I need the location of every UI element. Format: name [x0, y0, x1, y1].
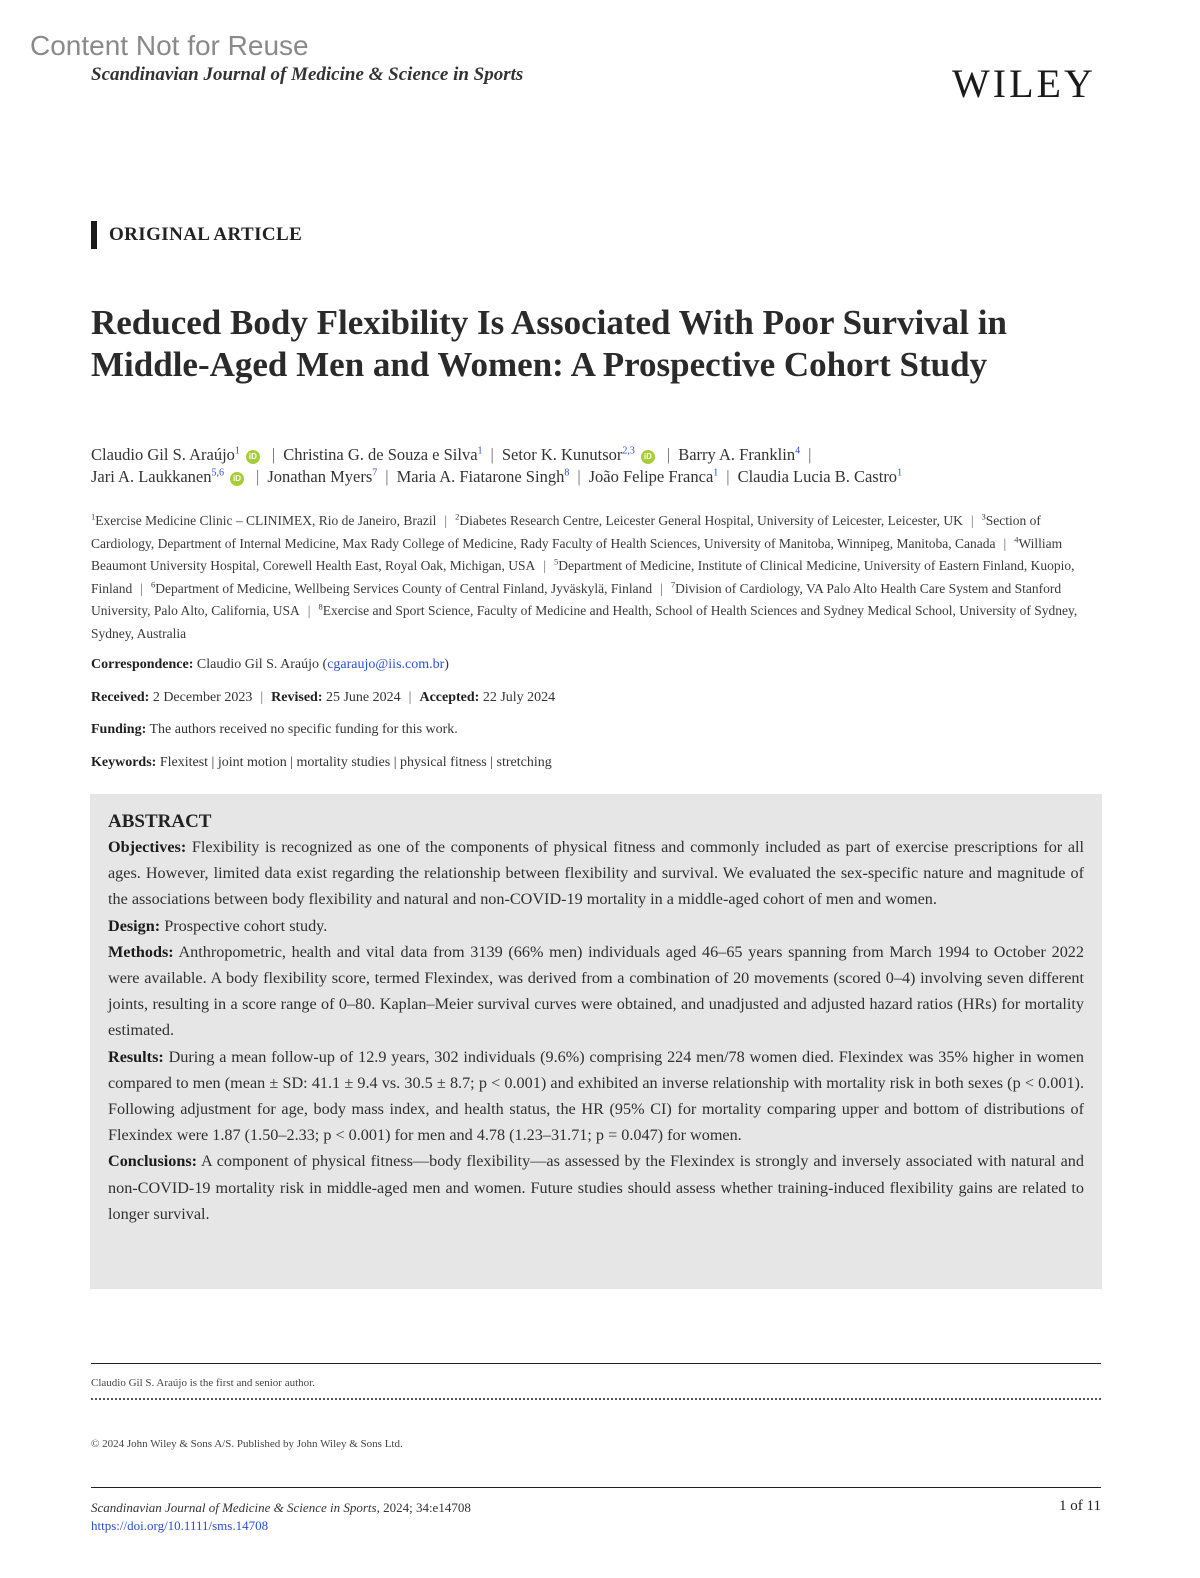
correspondence: Correspondence: Claudio Gil S. Araújo (cgaraujo@iis.com.br) [91, 657, 449, 672]
separator: | [256, 467, 260, 486]
funding: Funding: The authors received no specific funding for this work. [91, 722, 458, 737]
article-title: Reduced Body Flexibility Is Associated With Poor Survival in Middle-Aged Men and Women: A Prospective Cohort Study [91, 303, 1007, 384]
footer-citation: Scandinavian Journal of Medicine & Science in Sports, 2024; 34:e14708 [91, 1500, 471, 1515]
separator: | [543, 558, 547, 573]
author[interactable]: Setor K. Kunutsor$^{2,3}$ [501, 445, 635, 464]
separator: | [970, 513, 974, 528]
author[interactable]: João Felipe Franca$^1$ [588, 467, 719, 486]
affiliation: $^3$Section of Cardiology, Department of Internal Medicine, Max Rady College of Medicine, Rady Faculty of Health Sciences, University of Manitoba, Winnipeg, Manitoba, Canada [91, 511, 1041, 551]
separator: | [666, 445, 671, 464]
affiliation: $^7$Division of Cardiology, VA Palo Alto Health Care System and Stanford University, Palo Alto, California, USA [91, 579, 1062, 618]
separator: | [726, 467, 730, 486]
separator: | [490, 445, 494, 464]
separator: | [307, 603, 311, 618]
footer-divider [91, 1487, 1101, 1488]
separator: | [140, 580, 143, 596]
separator: | [271, 445, 276, 464]
author[interactable]: Jari A. Laukkanen$^{5,6}$ [91, 467, 225, 486]
abstract-heading: ABSTRACT [108, 811, 212, 832]
separator: | [660, 580, 663, 596]
footnote-divider [91, 1363, 1101, 1364]
dotted-divider [91, 1398, 1101, 1400]
article-dates: Received: 2 December 2023 | Revised: 25 June 2024 | Accepted: 22 July 2024 [91, 690, 556, 705]
affiliation: $^6$Department of Medicine, Wellbeing Services County of Central Finland, Jyväskylä, Finland [150, 579, 653, 596]
affiliation: $^4$William Beaumont University Hospital, Corewell Health East, Royal Oak, Michigan, USA [91, 534, 1063, 573]
separator: | [577, 467, 581, 486]
page-number: 1 of 11 [1059, 1498, 1101, 1514]
author-footnote: Claudio Gil S. Araújo is the first and senior author. [91, 1377, 315, 1389]
affiliation: $^5$Department of Medicine, Institute of Clinical Medicine, University of Eastern Finland, Kuopio, Finland [91, 556, 1075, 596]
separator: | [444, 513, 448, 528]
watermark: Content Not for Reuse [30, 30, 309, 61]
article-type [91, 221, 302, 249]
abstract-objectives: Objectives: Flexibility is recognized as one of the components of physical fitness and commonly included as part of exercise prescriptions for all ages. However, limited data exist regarding the relationship between flexibility and survival. We evaluated the sex-specific nature and magnitude of the associations between body flexibility and natural and non-COVID-19 mortality in a middle-aged cohort of men and women. [108, 838, 1085, 909]
separator: | [1003, 535, 1007, 551]
author[interactable]: Jonathan Myers$^7$ [267, 467, 378, 486]
author[interactable]: Claudio Gil S. Araújo$^1$ [91, 445, 240, 464]
orcid-icon[interactable]: iD [246, 450, 260, 464]
email-link[interactable]: cgaraujo@iis.com.br [327, 657, 445, 672]
copyright: © 2024 John Wiley & Sons A/S. Published by John Wiley & Sons Ltd. [91, 1438, 403, 1450]
affiliation: $^1$Exercise Medicine Clinic – CLINIMEX, Rio de Janeiro, Brazil [91, 511, 437, 528]
article-type-bar [91, 221, 97, 249]
abstract-design: Design: Prospective cohort study. [108, 916, 328, 935]
affiliation: $^8$Exercise and Sport Science, Faculty of Medicine and Health, School of Health Sciences and Sydney Medical School, University of Sydney, Sydney, Australia [91, 601, 1078, 641]
author-list [91, 444, 1101, 488]
author[interactable]: Maria A. Fiatarone Singh$^8$ [396, 467, 570, 486]
article-type-label: ORIGINAL ARTICLE [109, 224, 303, 245]
affiliations [91, 510, 1101, 645]
publisher-logo: WILEY [952, 61, 1096, 106]
separator: | [808, 445, 812, 464]
orcid-icon[interactable]: iD [641, 450, 655, 464]
journal-title-header: Scandinavian Journal of Medicine & Science in Sports [91, 64, 524, 85]
abstract-results: Results: During a mean follow-up of 12.9 years, 302 individuals (9.6%) comprising 224 men/78 women died. Flexindex was 35% higher in women compared to men (mean ± SD: 41.1 ± 9.4 vs. 30.5 ± 8.7; p < 0.001) and exhibited an inverse relationship with mortality risk in both sexes (p < 0.001). Following adjustment for age, body mass index, and health status, the HR (95% CI) for mortality comparing upper and bottom of distributions of Flexindex were 1.87 (1.50–2.33; p < 0.001) for men and 4.78 (1.23–31.71; p = 0.047) for women. [108, 1047, 1085, 1145]
author[interactable]: Barry A. Franklin$^4$ [678, 445, 801, 464]
abstract-methods: Methods: Anthropometric, health and vital data from 3139 (66% men) individuals aged 46–65 years spanning from March 1994 to October 2022 were available. A body flexibility score, termed Flexindex, was derived from a combination of 20 movements (scored 0–4) involving seven different joints, resulting in a score range of 0–80. Kaplan–Meier survival curves were obtained, and unadjusted and adjusted hazard ratios (HRs) for mortality estimated. [108, 942, 1084, 1040]
abstract-box [90, 794, 1102, 1289]
affiliation: $^2$Diabetes Research Centre, Leicester General Hospital, University of Leicester, Leicester, UK [455, 511, 963, 528]
author[interactable]: Claudia Lucia B. Castro$^1$ [737, 467, 903, 486]
orcid-icon[interactable]: iD [230, 472, 244, 486]
keywords: Keywords: Flexitest | joint motion | mortality studies | physical fitness | stretching [91, 755, 552, 770]
author[interactable]: Christina G. de Souza e Silva$^1$ [283, 445, 483, 464]
abstract-conclusions: Conclusions: A component of physical fitness—body flexibility—as assessed by the Flexindex is strongly and inversely associated with natural and non-COVID-19 mortality risk in middle-aged men and women. Future studies should assess whether training-induced flexibility gains are related to longer survival. [108, 1152, 1084, 1223]
doi-link[interactable]: https://doi.org/10.1111/sms.14708 [91, 1518, 269, 1533]
separator: | [385, 467, 389, 486]
